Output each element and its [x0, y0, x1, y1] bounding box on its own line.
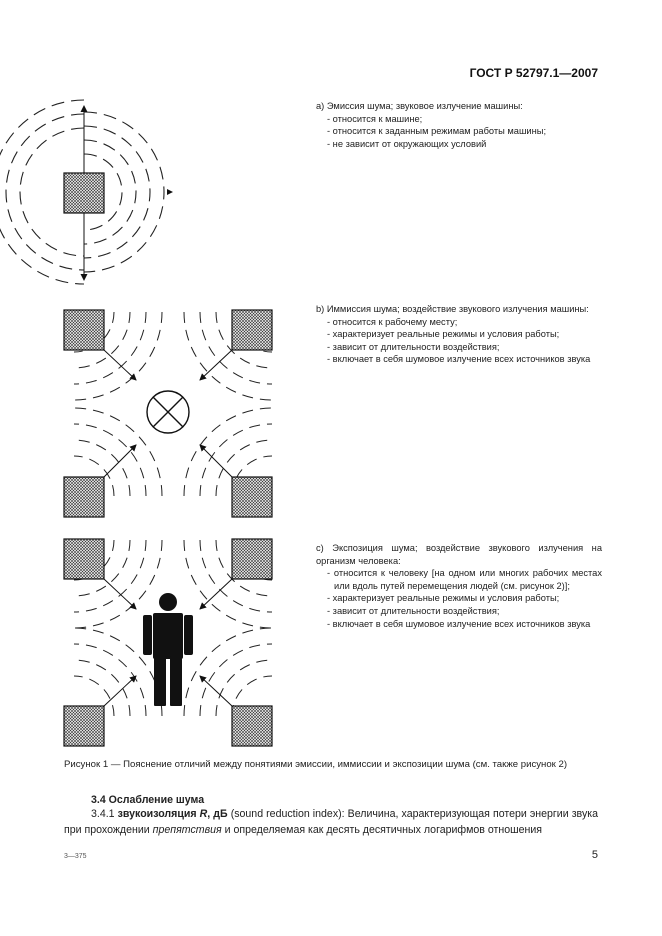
- caption-item: - включает в себя шумовое излучение всех источников звука: [327, 618, 591, 629]
- emission-diagram: [0, 100, 173, 284]
- workplace-symbol: [147, 391, 189, 433]
- caption-item: - относится к заданным режимам работы машины;: [327, 126, 547, 137]
- term-number: 3.4.1: [91, 808, 115, 820]
- footer-code: 3—375: [64, 853, 87, 860]
- person-icon: [143, 593, 193, 706]
- term-english: (sound reduction index): Величина, характеризующая потери энергии звука при прохождении: [64, 808, 598, 836]
- term-unit: , дБ: [207, 808, 228, 820]
- caption-item: - относится к человеку [на одном или многих рабочих местах или вдоль путей перемещения людей (см. рисунок 2)];: [327, 568, 602, 591]
- standard-number: ГОСТ Р 52797.1—2007: [469, 66, 598, 80]
- caption-item: - относится к машине;: [327, 113, 423, 124]
- caption-title: а) Эмиссия шума; звуковое излучение машины:: [316, 101, 523, 111]
- caption-emission: [316, 100, 606, 150]
- caption-item: - характеризует реальные режимы и условия работы;: [327, 329, 560, 340]
- section-title: 3.4 Ослабление шума: [91, 794, 205, 806]
- caption-item: - включает в себя шумовое излучение всех источников звука: [327, 354, 591, 365]
- figure-caption: Рисунок 1 — Пояснение отличий между понятиями эмиссии, иммиссии и экспозиции шума (см. также рисунок 2): [64, 759, 568, 770]
- caption-title: b) Иммиссия шума; воздействие звукового излучения машины:: [316, 304, 589, 314]
- caption-immission: [316, 303, 602, 366]
- page-number: 5: [591, 849, 598, 861]
- caption-item: - не зависит от окружающих условий: [327, 138, 487, 149]
- term-symbol: R: [199, 808, 208, 820]
- term-italic: препятствия: [152, 824, 222, 836]
- caption-item: - зависит от длительности воздействия;: [327, 341, 500, 352]
- caption-item: - зависит от длительности воздействия;: [327, 605, 500, 616]
- caption-exposure: [316, 542, 602, 630]
- term-definition: [64, 806, 598, 838]
- caption-title: с) Экспозиция шума; воздействие звукового излучения на организм человека:: [316, 543, 602, 566]
- term-name: звукоизоляция: [117, 808, 197, 820]
- immission-diagram: [64, 310, 272, 517]
- caption-item: - относится к рабочему месту;: [327, 316, 458, 327]
- machine-box: [64, 173, 104, 213]
- caption-item: - характеризует реальные режимы и условия работы;: [327, 593, 560, 604]
- exposure-diagram: [64, 539, 272, 746]
- term-rest: и определяемая как десять десятичных логарифмов отношения: [221, 824, 543, 836]
